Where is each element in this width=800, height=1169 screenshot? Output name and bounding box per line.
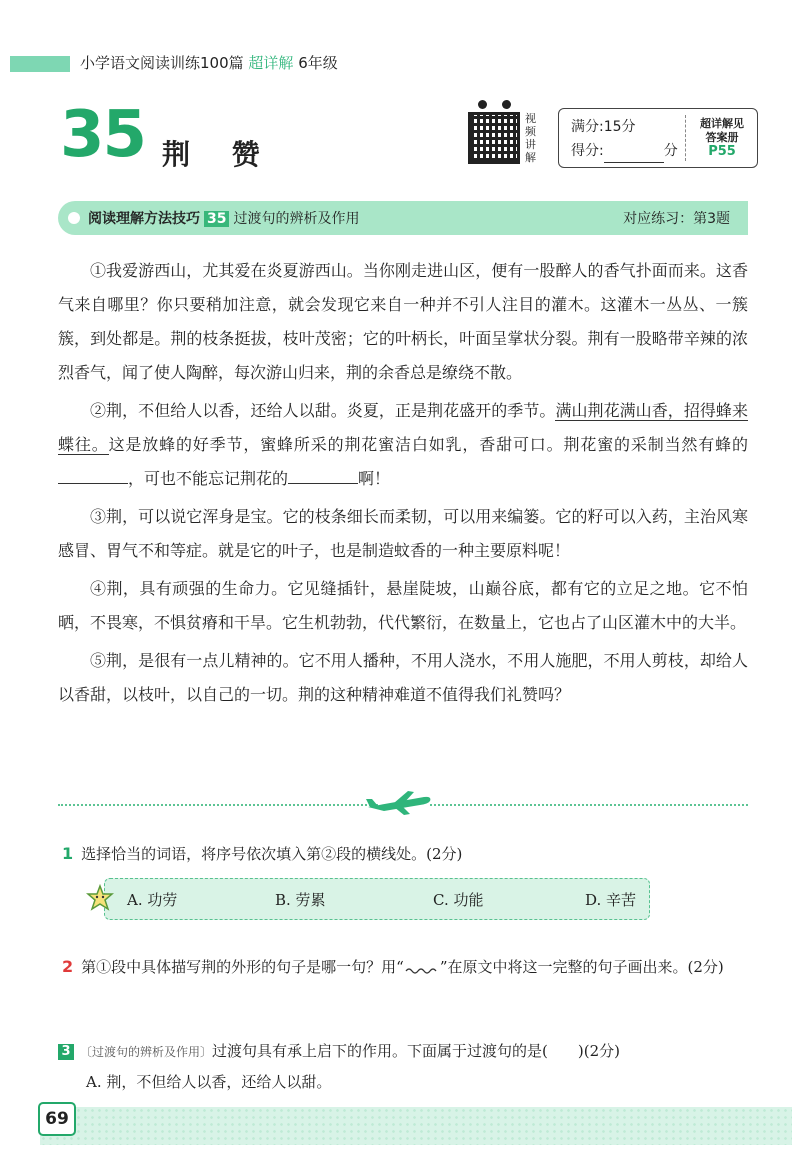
article [58, 254, 748, 716]
qr-code-icon[interactable] [468, 112, 520, 164]
answer-reference: 超详解见 答案册 P55 [700, 117, 744, 159]
fill-blank-2[interactable] [288, 464, 358, 484]
question-1-options [104, 878, 650, 920]
divider-right [430, 804, 748, 806]
question-3-number: 3 [58, 1044, 74, 1060]
paragraph-2: ②荆，不但给人以香，还给人以甜。炎夏，正是荆花盛开的季节。满山荆花满山香，招得蜂来蝶往。这是放蜂的好季节，蜜蜂所采的荆花蜜洁白如乳，香甜可口。荆花蜜的采制当然有蜂的，可也不能忘记荆花的 啊！ [58, 401, 748, 488]
score-got: 得分: 分 [571, 139, 678, 163]
question-1-text: 选择恰当的词语，将序号依次填入第②段的横线处。(2分) [81, 845, 463, 863]
divider-left [58, 804, 378, 806]
score-separator [685, 115, 686, 161]
option-a[interactable]: A. 功劳 [127, 891, 178, 909]
option-d[interactable]: D. 辛苦 [585, 891, 637, 909]
underlined-sentence: 满山荆花满山香，招得蜂来蝶往。 [58, 401, 748, 454]
page-number: 69 [38, 1102, 76, 1136]
wavy-line-icon [404, 962, 440, 974]
score-fields [571, 115, 678, 163]
paragraph-5: ⑤荆，是很有一点儿精神的。它不用人播种，不用人浇水，不用人施肥，不用人剪枝，却给人以香甜，以枝叶，以自己的一切。荆的这种精神难道不值得我们礼赞吗？ [58, 651, 748, 704]
banner-number: 35 [204, 211, 229, 227]
banner-text: 阅读理解方法技巧 35 过渡句的辨析及作用 [88, 211, 360, 227]
question-3-tag: 〔过渡句的辨析及作用〕 [80, 1045, 213, 1059]
paragraph-1: ①我爱游西山，尤其爱在炎夏游西山。当你刚走进山区，便有一股醉人的香气扑面而来。这香气来自哪里？你只要稍加注意，就会发现它来自一种并不引人注目的灌木。这灌木一丛丛、一簇簇，到处都是。荆的枝条挺拔，枝叶茂密；它的叶柄长，叶面呈掌状分裂。荆有一股略带辛辣的浓烈香气，闻了使人陶醉，每次游山归来，荆的余香总是缭绕不散。 [58, 261, 748, 382]
question-3 [58, 1040, 748, 1061]
star-icon [86, 884, 114, 912]
banner-dot [68, 212, 80, 224]
paragraph-3: ③荆，可以说它浑身是宝。它的枝条细长而柔韧，可以用来编篓。它的籽可以入药，主治风寒感冒、胃气不和等症。就是它的叶子，也是制造蚊香的一种主要原料呢！ [58, 507, 748, 560]
question-1-number: 1 [62, 844, 74, 863]
score-full: 满分:15分 [571, 119, 636, 135]
header-accent-bar [10, 56, 70, 72]
question-3-option-a[interactable]: A. 荆，不但给人以香，还给人以甜。 [86, 1073, 332, 1091]
series-grade: 6年级 [298, 54, 338, 72]
question-1 [62, 843, 462, 864]
question-2-number: 2 [62, 957, 74, 976]
method-banner [58, 201, 748, 235]
paragraph-4: ④荆，具有顽强的生命力。它见缝插针，悬崖陡坡，山巅谷底，都有它的立足之地。它不怕晒，不畏寒，不惧贫瘠和干旱。它生机勃勃，代代繁衍，在数量上，它也占了山区灌木中的大半。 [58, 579, 748, 632]
series-highlight: 超详解 [248, 54, 294, 72]
option-c[interactable]: C. 功能 [433, 891, 484, 909]
series-title [80, 52, 338, 73]
fill-blank-1[interactable] [58, 464, 128, 484]
score-box [558, 108, 758, 168]
airplane-icon [364, 787, 434, 817]
option-b[interactable]: B. 劳累 [275, 891, 326, 909]
question-2: 2 第①段中具体描写荆的外形的句子是哪一句？用“ ”在原文中将这一完整的句子画出来。(2分) [62, 952, 752, 982]
footer-band [40, 1107, 792, 1145]
score-blank[interactable] [604, 149, 664, 163]
lesson-title: 荆 赞 [162, 138, 276, 171]
qr-label: 视频讲解 [525, 112, 536, 164]
question-3-text: 过渡句具有承上启下的作用。下面属于过渡句的是( )(2分) [212, 1042, 620, 1060]
series-name: 小学语文阅读训练100篇 [80, 54, 244, 72]
banner-practice: 对应练习：第3题 [623, 211, 730, 227]
lesson-number: 35 [60, 98, 146, 172]
